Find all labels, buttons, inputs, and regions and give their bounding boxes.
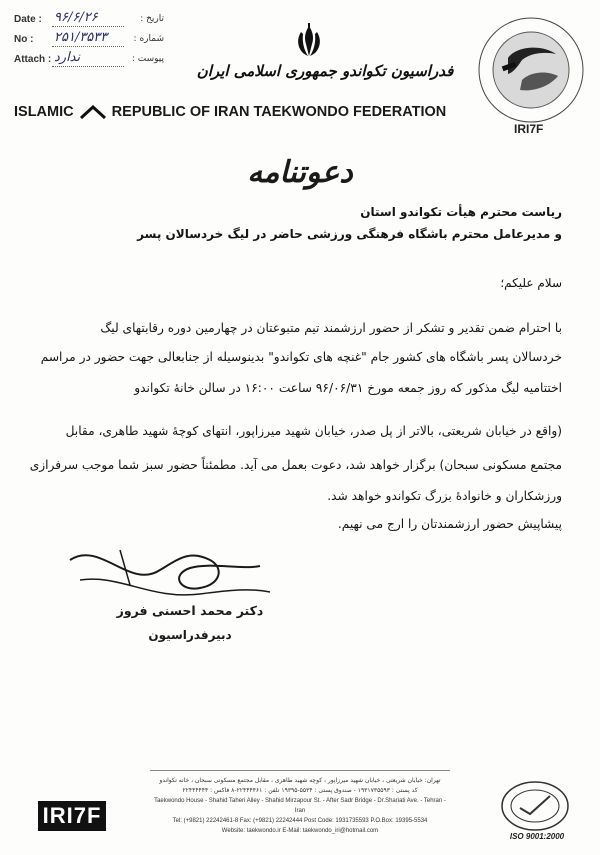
footer-postal-fa: کد پستی : ۱۹۳۱۷۳۵۵۹۳ - صندوق پستی : ۵۵۳۴-۱۹۳۹۵ تلفن : ۲۲۴۴۴۴۶۱-۸ فاکس : ۲۲۴۴۴۴۴۴ [182,787,418,794]
signer-title: دبیرفدراسیون [148,628,232,642]
letter-meta [14,12,164,72]
recipient-line-1: ریاست محترم هیأت تکواندو استان [360,205,562,219]
footer-web-en: Website: taekwondo.ir E-Mail: taekwondo_iri@hotmail.com [221,828,379,834]
number-label-fa: شماره : [133,34,164,44]
number-label: No : [14,34,34,45]
footer-address-fa: تهران: خیابان شریعتی ، خیابان شهید میرزاپور ، کوچه شهید طاهری ، مقابل مجتمع مسکونی سبحان ، خانه تکواندو [159,777,441,784]
number-value: ۲۵۱/۳۵۳۳ [54,30,108,45]
federation-en-right: REPUBLIC OF IRAN TAEKWONDO FEDERATION [111,104,447,120]
federation-logo-icon [472,10,590,138]
logo-abbrev: IRI7F [514,122,544,136]
number-line [52,46,124,47]
body-line: پیشاپیش حضور ارزشمندتان را ارج می نهیم. [337,517,562,531]
body-line: خردسالان پسر باشگاه های کشور جام "غنچه های تکواندو" بدینوسیله از جنابعالی جهت حضور در مراسم [40,350,562,364]
number-row [14,32,164,52]
date-line [52,26,124,27]
iso-seal-icon [500,780,570,832]
attach-row [14,52,164,72]
signature-image [60,530,280,610]
body-line: با احترام ضمن تقدیر و تشکر از حضور ارزشمند تیم متبوعتان در چهارمین دوره رقابتهای لیگ [100,321,562,335]
footer-logo: IRI7F [38,801,106,831]
footer-divider [150,770,450,771]
footer-address-en: Taekwondo House - Shahid Taheri Alley - Shahid Mirzapour St. - After Sadr Bridge - Dr.Shariati Ave. - Tehran - Iran [154,798,446,814]
date-label-fa: تاریخ : [140,14,164,24]
date-value: ۹۶/۶/۲۶ [54,10,98,25]
attach-line [52,66,124,67]
date-row [14,12,164,32]
iso-certification: ISO 9001:2000 [509,832,565,841]
federation-name-fa: فدراسیون تکواندو جمهوری اسلامی ایران [196,62,454,80]
body-line: مجتمع مسکونی سبحان) برگزار خواهد شد، دعوت بعمل می آید. مطمئناً حضور سبز شما موجب سرفرازی [29,458,562,472]
signer-name: دکتر محمد احسنی فروز [116,603,264,618]
federation-en-left: ISLAMIC [14,104,74,120]
footer-address-block [150,776,450,836]
body-line: اختتامیه لیگ مذکور که روز جمعه مورخ ۹۶/۰۶/۳۱ ساعت ۱۶:۰۰ در سالن خانهٔ تکواندو [134,381,562,395]
chevron-up-icon [80,105,106,119]
recipient-line-2: و مدیرعامل محترم باشگاه فرهنگی ورزشی حاضر در لیگ خردسالان پسر [137,227,562,241]
iran-emblem-icon [292,22,326,62]
date-label: Date : [14,14,42,25]
body-line: ورزشکاران و خانوادهٔ بزرگ تکواندو خواهد شد. [327,489,562,503]
attach-value: ندارد [54,50,81,65]
greeting: سلام علیکم؛ [500,276,562,290]
attach-label-fa: پیوست : [131,54,164,64]
body-line: (واقع در خیابان شریعتی، بالاتر از پل صدر، خیابان شهید میرزاپور، انتهای کوچهٔ شهید طاهری، مقابل [65,424,562,438]
footer-phone-en: Tel: (+9821) 22242461-8 Fax: (+9821) 22242444 Post Code: 1931735593 P.O.Box: 19395-5534 [172,818,428,824]
letter-title: دعوتنامه [247,155,353,190]
federation-name-en [14,104,474,120]
attach-label: Attach : [14,54,52,65]
